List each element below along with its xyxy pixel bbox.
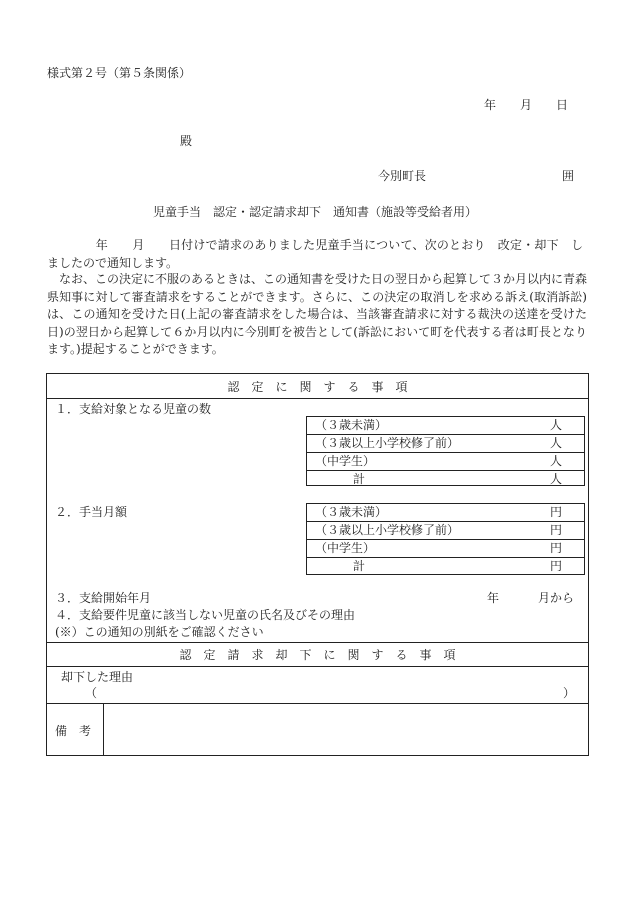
row-label: （中学生） <box>315 454 376 468</box>
divider <box>47 703 588 704</box>
date-line <box>484 98 568 112</box>
addressee-suffix: 殿 <box>180 134 193 148</box>
row-label: 計 <box>353 472 366 486</box>
seal-mark: 囲 <box>562 169 575 183</box>
date-day: 日 <box>556 98 569 112</box>
row-unit: 人 <box>549 472 562 486</box>
remarks-label: 備 考 <box>55 724 92 738</box>
children-row <box>307 471 584 488</box>
separate-sheet-note: (※）この通知の別紙をご確認ください <box>55 625 264 639</box>
rejection-reason-label: 却下した理由 <box>61 670 134 684</box>
monthly-amount-box <box>306 503 585 575</box>
row-label: （３歳以上小学校修了前） <box>315 523 460 537</box>
amount-row <box>307 558 584 575</box>
item1-label: １．支給対象となる児童の数 <box>55 402 212 416</box>
item4-label: ４．支給要件児童に該当しない児童の氏名及びその理由 <box>55 608 356 622</box>
row-unit: 円 <box>549 541 562 555</box>
amount-row <box>307 540 584 558</box>
item2-label: ２．手当月額 <box>55 505 128 519</box>
row-unit: 円 <box>549 559 562 573</box>
notice-intro: 年 月 日付けで請求のありました児童手当について、次のとおり 改定・却下 しましたので通知します。 <box>47 238 583 270</box>
row-label: （中学生） <box>315 541 376 555</box>
notice-appeal: なお、この決定に不服のあるときは、この通知書を受けた日の翌日から起算して３か月以内に青森県知事に対して審査請求をすることができます。さらに、この決定の取消しを求める訴え(取消訴訟)は、この通知を受けた日(上記の審査請求をした場合は、当該審査請求に対する裁決の送達を受けた日)の翌日から起算して６か月以内に今別町を被告として(訴訟において町を代表する者は町長となります。)提起することができます。 <box>47 272 588 356</box>
remarks-divider <box>103 703 104 755</box>
children-count-box <box>306 416 585 486</box>
item3-month: 月から <box>538 591 575 605</box>
row-unit: 円 <box>549 505 562 519</box>
form-number: 様式第２号（第５条関係） <box>47 66 192 80</box>
recognition-header: 認 定 に 関 す る 事 項 <box>227 380 408 394</box>
row-unit: 人 <box>549 418 562 432</box>
row-label: 計 <box>353 559 366 573</box>
divider <box>47 398 588 399</box>
children-row <box>307 435 584 453</box>
date-month: 月 <box>520 98 533 112</box>
item3-year: 年 <box>487 591 500 605</box>
document-title: 児童手当 認定・認定請求却下 通知書（施設等受給者用） <box>152 205 477 219</box>
item3-label: ３．支給開始年月 <box>55 591 152 605</box>
paren-open: （ <box>85 686 98 700</box>
row-label: （３歳以上小学校修了前） <box>315 436 460 450</box>
paren-close: ） <box>563 686 576 700</box>
row-unit: 人 <box>549 454 562 468</box>
date-year: 年 <box>484 98 497 112</box>
issuer-name: 今別町長 <box>378 169 427 183</box>
amount-row <box>307 522 584 540</box>
row-label: （３歳未満） <box>315 505 388 519</box>
amount-row <box>307 504 584 522</box>
children-row <box>307 417 584 435</box>
rejection-header: 認 定 請 求 却 下 に 関 す る 事 項 <box>179 648 456 662</box>
divider <box>47 642 588 643</box>
row-label: （３歳未満） <box>315 418 388 432</box>
row-unit: 人 <box>549 436 562 450</box>
children-row <box>307 453 584 471</box>
divider <box>47 666 588 667</box>
notice-table <box>46 373 589 756</box>
row-unit: 円 <box>549 523 562 537</box>
